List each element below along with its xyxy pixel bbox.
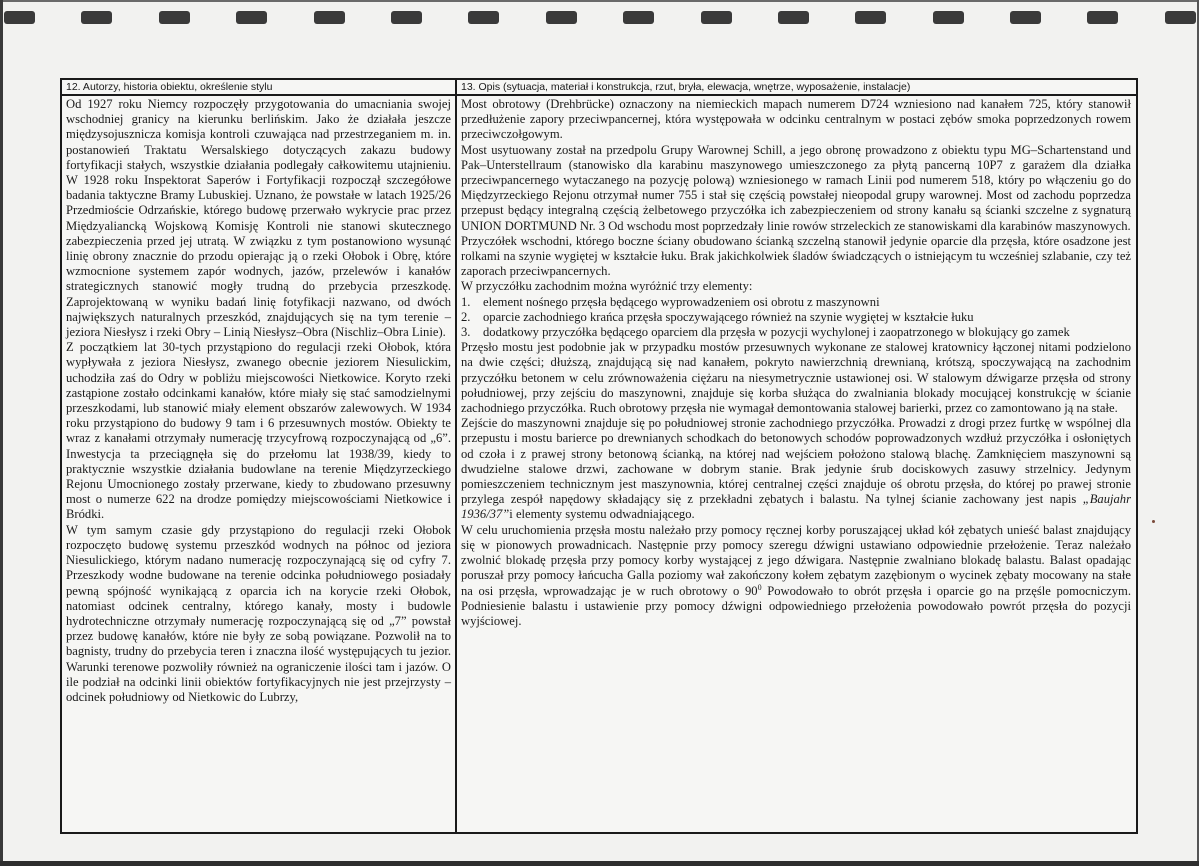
binding-hole bbox=[391, 11, 422, 24]
form-table bbox=[60, 78, 1138, 834]
list-item bbox=[461, 325, 1131, 340]
list-number: 2. bbox=[461, 309, 471, 324]
list-item bbox=[461, 295, 1131, 310]
section-13-header: 13. Opis (sytuacja, materiał i konstrukcja, rzut, bryła, elewacja, wnętrze, wyposażenie, instalacje) bbox=[457, 80, 1136, 96]
binding-holes bbox=[4, 11, 1196, 25]
binding-hole bbox=[1010, 11, 1041, 24]
binding-hole bbox=[468, 11, 499, 24]
binding-hole bbox=[159, 11, 190, 24]
description-paragraph: Przęsło mostu jest podobnie jak w przypadku mostów przesuwnych wykonane ze stalowej kratownicy łączonej nitami podzielono na dwie części; dłuższą, znajdującą się nad kanałem, pokryto nawierzchnią drewnianą, krótszą, spoczywającą na zachodnim przyczółku betonem w celu zrównoważenia ciężaru na niesymetrycznie ustawionej osi. W stalowym dźwigarze przęsła od strony południowej, przy zejściu do maszynowni, znajduje się korba służąca do zwalniania blokady mocującej konstrukcję w ścianie zachodniego przyczółka. Ruch obrotowy przęsła nie wymagał demontowania stalowej barierki, przez co zamontowano ją na stałe. bbox=[461, 340, 1131, 416]
binding-hole bbox=[855, 11, 886, 24]
history-paragraph: W tym samym czasie gdy przystąpiono do regulacji rzeki Ołobok rozpoczęto budowę systemu przeszkód wodnych na północ od jeziora Niesulickiego, którym nadano numerację rozpoczynającą się od cyfry 7. Przeszkody wodne budowane na terenie odcinka południowego posiadały pewną spójność wynikającą z oparcia ich na korycie rzeki Ołobok, natomiast odcinek centralny, którego kanały, mosty i budowle hydrotechniczne otrzymały numerację rozpoczynającą się od „7” powstał przez budowę kanałów, które nie były ze sobą powiązane. Pozwolił na to bagnisty, trudny do przebycia teren i znaczna ilość występujących tu jezior. Warunki terenowe pozwoliły również na ograniczenie ilości tam i jazów. O ile podział na odcinki linii obiektów fortyfikacyjnych nie jest przejrzysty –odcinek południowy od Nietkowic do Lubrzy, bbox=[66, 522, 451, 704]
list-text: oparcie zachodniego krańca przęsła spoczywającego również na szynie wygiętej w kształcie łuku bbox=[483, 309, 974, 324]
history-paragraph: Od 1927 roku Niemcy rozpoczęły przygotowania do umacniania swojej wschodniej granicy na kierunku berlińskim. Jako że działała jeszcze międzysojusznicza komisja kontroli czuwająca nad przestrzeganiem m. in. postanowień Traktatu Wersalskiego dotyczących zakazu budowy fortyfikacji stałych, wszystkie działania podlegały całkowitemu utajnieniu. W 1928 roku Inspektorat Saperów i Fortyfikacji rozpoczął szczegółowe badania taktyczne Bramy Lubuskiej. Uznano, że powstałe w latach 1925/26 Przedmioście Odrzańskie, którego budowę przerwało wykrycie prac przez Międzyaliancką Wojskową Komisję Kontroli nie stanowi skutecznego zabezpieczenia przed jej utratą. W związku z tym postanowiono wysunąć linię obrony znacznie do przodu opierając ją o rzeki Ołobok i Obrę, które wzmocnione systemem zapór wodnych, jazów, przelewów i kanałów strategicznych stanowić mogły trudną do przebycia przeszkodę. Zaprojektowaną w wyniku badań linię fotyfikacji nazwano, od dwóch największych naturalnych przeszkód, znajdujących się na tym terenie – jeziora Niesłysz i rzeki Obry – Linią Niesłysz–Obra (Nischliz–Obra Linie). bbox=[66, 97, 451, 340]
history-cell bbox=[62, 96, 457, 832]
inscription-text: „Baujahr 1936/37” bbox=[461, 492, 1131, 522]
degree-sup: 0 bbox=[757, 582, 762, 592]
binding-hole bbox=[701, 11, 732, 24]
binding-hole bbox=[623, 11, 654, 24]
binding-hole bbox=[314, 11, 345, 24]
binding-hole bbox=[778, 11, 809, 24]
list-text: element nośnego przęsła będącego wyprowadzeniem osi obrotu z maszynowni bbox=[483, 294, 880, 309]
descent-text: Zejście do maszynowni znajduje się po południowej stronie zachodniego przyczółka. Prowadzi z drogi przez furtkę w wspólnej dla przepustu i mostu barierce po drewnianych schodkach do betonowych schodów poprowadzonych wzdłuż przyczółka i osłoniętych od czoła i z prawej strony betonową ścianką, na której nad wejściem położono stalową blachę. Zamknięciem maszynowni są dwudzielne stalowe drzwi, zachowane w dobrym stanie. Brak jedynie śrub dociskowych zasuwy strzelnicy. Jedynym pomieszczeniem technicznym jest maszynownia, której centralnej części znajduje oś obrotu przęsła, do której po prawej stronie przylega zespół napędowy składający się z przekładni zębatych i balastu. Na tylnej ścianie zachowany jest napis bbox=[461, 416, 1131, 507]
operation-paragraph bbox=[461, 523, 1131, 629]
description-paragraph: W przyczółku zachodnim można wyróżnić trzy elementy: bbox=[461, 279, 753, 294]
scan-speck bbox=[1152, 520, 1155, 523]
description-cell bbox=[457, 96, 1136, 832]
elements-list bbox=[461, 295, 1131, 341]
binding-hole bbox=[81, 11, 112, 24]
history-paragraph: Z początkiem lat 30-tych przystąpiono do regulacji rzeki Ołobok, która wypływała z jeziora Niesłysz, zwanego obecnie jeziorem Niesulickim, uchodziła zaś do Odry w pobliżu miejscowości Nietkowice. Koryto rzeki zastąpione zostało odcinkami kanałów, które miały się stać samodzielnymi przeszkodami, lub stanowić miały element obszarów zalewowych. W 1934 roku przystąpiono do budowy 9 tam i 6 przesuwnych mostów. Obiekty te wraz z kanałami otrzymały numerację trzycyfrową rozpoczynającą od „6”. Inwestycja ta przeciągnęła się do przełomu lat 1938/39, kiedy to praktycznie wszystkie działania budowlane na terenie Międzyrzeckiego Rejonu Umocnionego zostały przerwane, kiedy to zbudowano przesuwny most o numerze 622 na drodze pomiędzy miejscowościami Nietkowice i Bródki. bbox=[66, 340, 451, 522]
binding-hole bbox=[1087, 11, 1118, 24]
description-paragraph: Most usytuowany został na przedpolu Grupy Warownej Schill, a jego obronę prowadzono z obiektu typu MG–Schartenstand und Pak–Unterstellraum (stanowisko dla karabinu maszynowego umieszczonego za płytą pancerną 10P7 z garażem dla działka przeciwpancernego wytaczanego na pozycję polową) wzniesionego w ramach Linii pod numerem 518, który po włączeniu go do Międzyrzeckiego Rejonu otrzymał numer 755 i stał się częścią powstałej nieopodal grupy warownej. Most od zachodu poprzedza przepust będący integralną częścią żelbetowego przyczółka ich zabezpieczeniem od strony kanału są ścianki szczelne z sygnaturą UNION DORTMUND Nr. 3 Od wschodu most poprzedzały linie rowów strzeleckich ze stanowiskami dla karabinów maszynowych. bbox=[461, 142, 1131, 233]
operation-text: W celu uruchomienia przęsła mostu należało przy pomocy ręcznej korby poruszającej układ kół zębatych unieść balast znajdujący się w pionowych prowadnicach. Następnie przy pomocy szeregu dźwigni ustawiano odpowiednie przełożenie. Teraz należało zwolnić blokadę przęsła przy pomocy korby wystającej z jego dźwigara. Następnie zwalniano blokadę balastu. Balast opadając poruszał przy pomocy łańcucha Galla poziomy wał zakończony kołem zębatym zazębionym o wycinek zębaty mocowany na stałe na osi przęsła, wprowadzając je w ruch obrotowy o 90 bbox=[461, 522, 1131, 598]
binding-hole bbox=[4, 11, 35, 24]
operation-text-end: Powodowało to obrót przęsła i oparcie go na przęśle pomocniczym. Podniesienie balastu i ustawienie przy pomocy dźwigni odpowiedniego przełożenia powodowało powrót przęsła do pozycji wyjściowej. bbox=[461, 583, 1131, 628]
section-12-header: 12. Autorzy, historia obiektu, określenie stylu bbox=[62, 80, 457, 96]
binding-hole bbox=[546, 11, 577, 24]
list-item bbox=[461, 310, 1131, 325]
page-edge-left bbox=[0, 0, 3, 866]
binding-hole bbox=[933, 11, 964, 24]
page-edge-bottom bbox=[0, 861, 1199, 866]
list-number: 1. bbox=[461, 294, 471, 309]
descent-text-end: i elementy systemu odwadniającego. bbox=[509, 507, 695, 522]
binding-hole bbox=[236, 11, 267, 24]
descent-paragraph bbox=[461, 416, 1131, 522]
description-paragraph: Przyczółek wschodni, którego boczne ściany obudowano ścianką szczelną stanowił jedynie oparcie dla przęsła, które osadzone jest rolkami na szynie wygiętej w kształcie łuku. Brak jakichkolwiek śladów świadczących o istniejącym tu wcześniej szlabanie, czy też zaporach przeciwpancernych. bbox=[461, 233, 1131, 279]
binding-hole bbox=[1165, 11, 1196, 24]
list-text: dodatkowy przyczółka będącego oparciem dla przęsła w pozycji wychylonej i zaopatrzonego w blokujący go zamek bbox=[483, 325, 1070, 340]
description-paragraph: Most obrotowy (Drehbrücke) oznaczony na niemieckich mapach numerem D724 wzniesiono nad kanałem 725, który stanowił przedłużenie zapory przeciwpancernej, która występowała w odcinku centralnym w postaci zębów smoka poprzedzonych rowem przeciwczołgowym. bbox=[461, 97, 1131, 142]
list-number: 3. bbox=[461, 325, 471, 340]
page-edge-top bbox=[0, 0, 1199, 2]
